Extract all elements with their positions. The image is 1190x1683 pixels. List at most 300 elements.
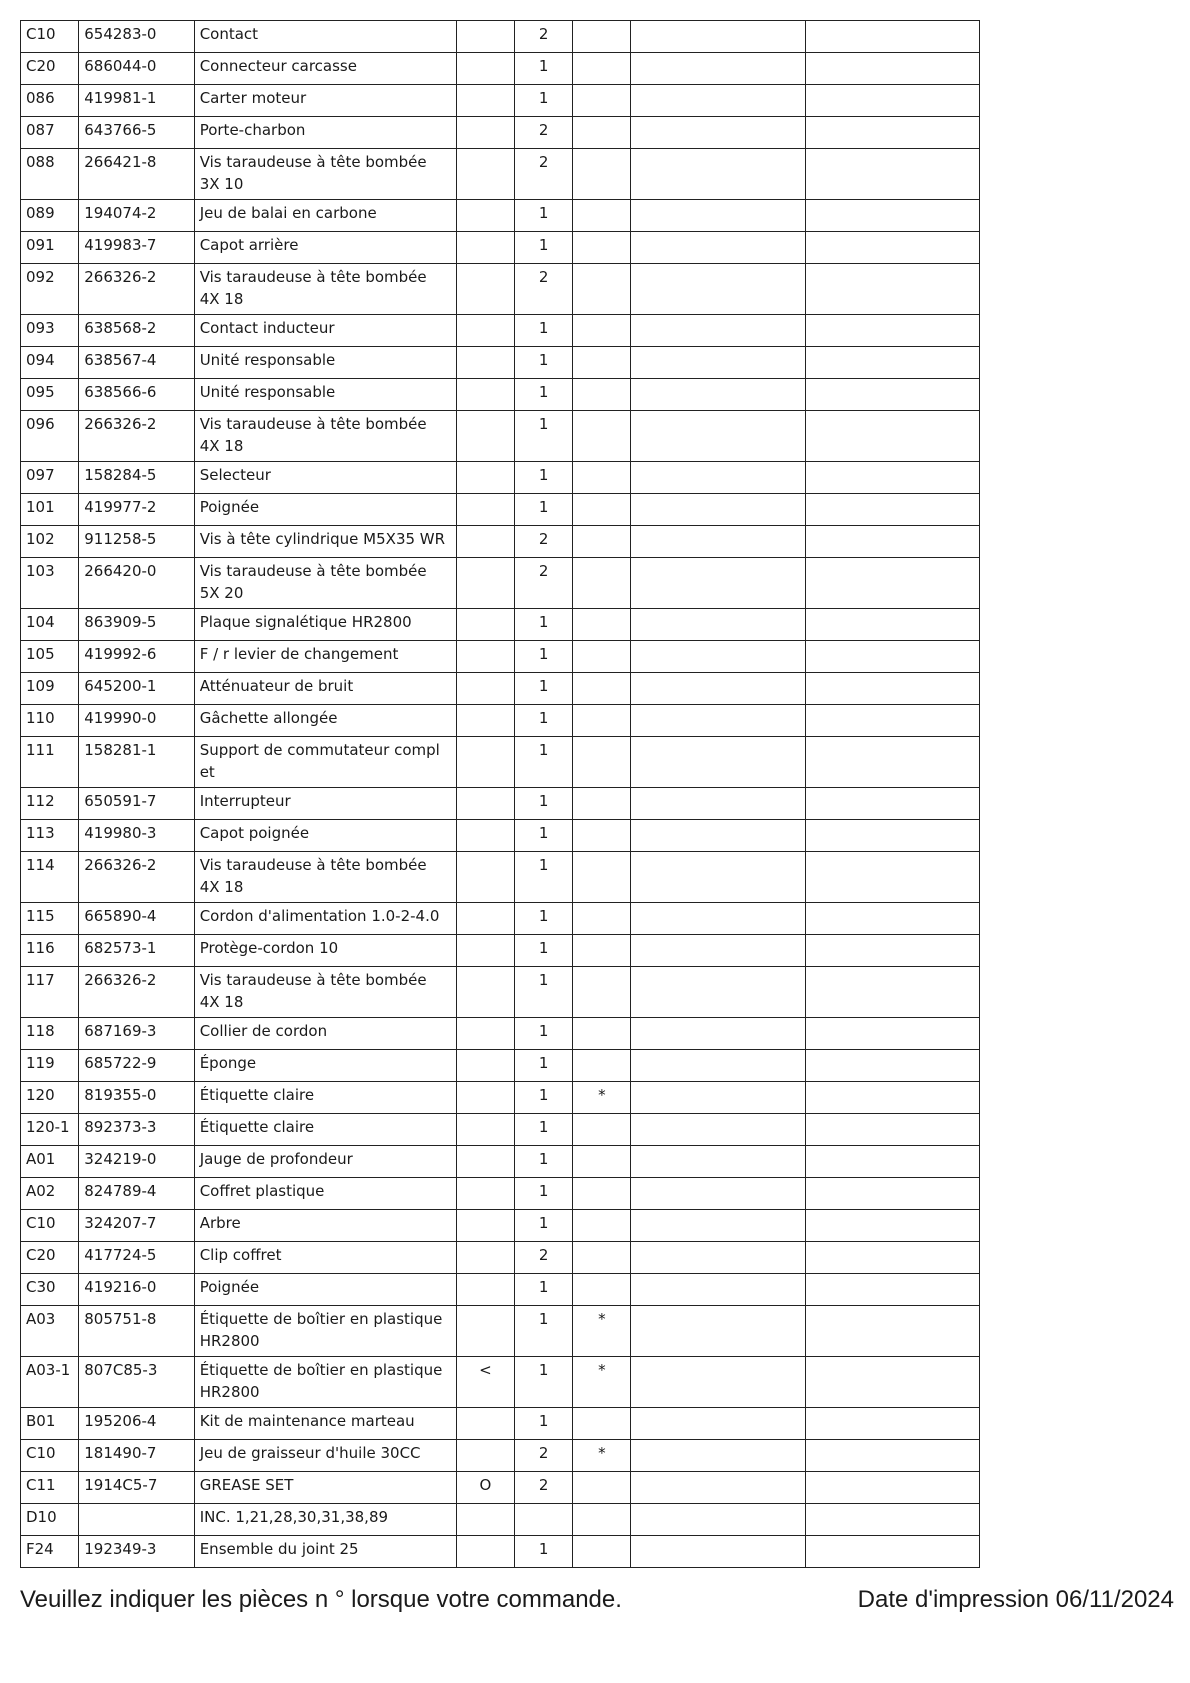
quantity-cell: 1 — [515, 788, 573, 820]
quantity-cell: 1 — [515, 232, 573, 264]
blank-cell — [806, 232, 980, 264]
blank-cell — [631, 494, 806, 526]
blank-cell — [631, 1018, 806, 1050]
blank-cell — [631, 85, 806, 117]
blank-cell — [631, 1306, 806, 1357]
table-row — [21, 264, 980, 315]
mark-cell — [573, 852, 631, 903]
blank-cell — [631, 935, 806, 967]
note-cell — [456, 347, 514, 379]
note-cell — [456, 379, 514, 411]
ref-cell: 091 — [21, 232, 79, 264]
note-cell: O — [456, 1472, 514, 1504]
note-cell — [456, 673, 514, 705]
ref-cell: 104 — [21, 609, 79, 641]
mark-cell: * — [573, 1357, 631, 1408]
note-cell — [456, 1408, 514, 1440]
part-number-cell: 158284-5 — [79, 462, 194, 494]
ref-cell: C11 — [21, 1472, 79, 1504]
blank-cell — [631, 379, 806, 411]
description-cell: Arbre — [194, 1210, 456, 1242]
blank-cell — [806, 705, 980, 737]
mark-cell — [573, 609, 631, 641]
note-cell — [456, 1504, 514, 1536]
blank-cell — [631, 1242, 806, 1274]
blank-cell — [631, 820, 806, 852]
note-cell — [456, 1114, 514, 1146]
table-row — [21, 788, 980, 820]
blank-cell — [631, 852, 806, 903]
mark-cell — [573, 347, 631, 379]
blank-cell — [631, 1082, 806, 1114]
description-cell: Ensemble du joint 25 — [194, 1536, 456, 1568]
blank-cell — [806, 264, 980, 315]
quantity-cell: 1 — [515, 967, 573, 1018]
blank-cell — [631, 673, 806, 705]
note-cell — [456, 1306, 514, 1357]
note-cell — [456, 1242, 514, 1274]
table-row — [21, 1210, 980, 1242]
part-number-cell: 266326-2 — [79, 967, 194, 1018]
part-number-cell: 324219-0 — [79, 1146, 194, 1178]
parts-table-body — [21, 21, 980, 1568]
ref-cell: 088 — [21, 149, 79, 200]
blank-cell — [631, 347, 806, 379]
ref-cell: 118 — [21, 1018, 79, 1050]
ref-cell: F24 — [21, 1536, 79, 1568]
blank-cell — [631, 526, 806, 558]
mark-cell — [573, 1018, 631, 1050]
ref-cell: 120 — [21, 1082, 79, 1114]
quantity-cell: 1 — [515, 379, 573, 411]
note-cell — [456, 1018, 514, 1050]
part-number-cell: 324207-7 — [79, 1210, 194, 1242]
note-cell — [456, 852, 514, 903]
quantity-cell: 1 — [515, 705, 573, 737]
ref-cell: 105 — [21, 641, 79, 673]
part-number-cell: 665890-4 — [79, 903, 194, 935]
description-cell: Poignée — [194, 1274, 456, 1306]
note-cell — [456, 85, 514, 117]
blank-cell — [631, 462, 806, 494]
ref-cell: C20 — [21, 53, 79, 85]
table-row — [21, 1504, 980, 1536]
ref-cell: 115 — [21, 903, 79, 935]
order-note: Veuillez indiquer les pièces n ° lorsque votre commande. — [20, 1586, 622, 1613]
quantity-cell: 1 — [515, 1082, 573, 1114]
mark-cell — [573, 1210, 631, 1242]
blank-cell — [631, 1408, 806, 1440]
part-number-cell: 158281-1 — [79, 737, 194, 788]
mark-cell — [573, 526, 631, 558]
ref-cell: 097 — [21, 462, 79, 494]
ref-cell: 095 — [21, 379, 79, 411]
note-cell — [456, 737, 514, 788]
part-number-cell: 419216-0 — [79, 1274, 194, 1306]
quantity-cell: 1 — [515, 494, 573, 526]
table-row — [21, 200, 980, 232]
mark-cell — [573, 1408, 631, 1440]
description-cell: Éponge — [194, 1050, 456, 1082]
note-cell — [456, 200, 514, 232]
blank-cell — [631, 1210, 806, 1242]
description-cell: Vis taraudeuse à tête bombée 4X 18 — [194, 967, 456, 1018]
note-cell — [456, 1274, 514, 1306]
ref-cell: 093 — [21, 315, 79, 347]
table-row — [21, 609, 980, 641]
quantity-cell: 1 — [515, 1178, 573, 1210]
part-number-cell: 650591-7 — [79, 788, 194, 820]
blank-cell — [806, 1210, 980, 1242]
table-row — [21, 1178, 980, 1210]
mark-cell: * — [573, 1440, 631, 1472]
quantity-cell: 1 — [515, 1146, 573, 1178]
ref-cell: C10 — [21, 1440, 79, 1472]
part-number-cell: 807C85-3 — [79, 1357, 194, 1408]
part-number-cell: 419980-3 — [79, 820, 194, 852]
part-number-cell: 181490-7 — [79, 1440, 194, 1472]
table-row — [21, 935, 980, 967]
description-cell: Capot arrière — [194, 232, 456, 264]
ref-cell: C30 — [21, 1274, 79, 1306]
part-number-cell: 685722-9 — [79, 1050, 194, 1082]
blank-cell — [631, 558, 806, 609]
note-cell — [456, 494, 514, 526]
note-cell — [456, 21, 514, 53]
blank-cell — [806, 200, 980, 232]
table-row — [21, 737, 980, 788]
description-cell: Étiquette claire — [194, 1082, 456, 1114]
description-cell: INC. 1,21,28,30,31,38,89 — [194, 1504, 456, 1536]
mark-cell — [573, 149, 631, 200]
blank-cell — [806, 641, 980, 673]
blank-cell — [806, 558, 980, 609]
mark-cell — [573, 1472, 631, 1504]
mark-cell — [573, 1274, 631, 1306]
mark-cell — [573, 705, 631, 737]
part-number-cell: 1914C5-7 — [79, 1472, 194, 1504]
quantity-cell: 1 — [515, 1018, 573, 1050]
blank-cell — [631, 1274, 806, 1306]
part-number-cell: 863909-5 — [79, 609, 194, 641]
quantity-cell: 2 — [515, 558, 573, 609]
note-cell — [456, 1050, 514, 1082]
description-cell: Selecteur — [194, 462, 456, 494]
blank-cell — [806, 737, 980, 788]
part-number-cell: 419977-2 — [79, 494, 194, 526]
ref-cell: 111 — [21, 737, 79, 788]
part-number-cell — [79, 1504, 194, 1536]
part-number-cell: 805751-8 — [79, 1306, 194, 1357]
mark-cell — [573, 21, 631, 53]
blank-cell — [806, 315, 980, 347]
table-row — [21, 526, 980, 558]
table-row — [21, 1357, 980, 1408]
note-cell — [456, 609, 514, 641]
mark-cell — [573, 379, 631, 411]
mark-cell — [573, 1178, 631, 1210]
description-cell: Vis taraudeuse à tête bombée 4X 18 — [194, 411, 456, 462]
quantity-cell: 2 — [515, 117, 573, 149]
table-row — [21, 53, 980, 85]
ref-cell: 102 — [21, 526, 79, 558]
blank-cell — [806, 53, 980, 85]
blank-cell — [806, 494, 980, 526]
description-cell: Carter moteur — [194, 85, 456, 117]
blank-cell — [806, 21, 980, 53]
blank-cell — [806, 1408, 980, 1440]
description-cell: Plaque signalétique HR2800 — [194, 609, 456, 641]
description-cell: Support de commutateur compl et — [194, 737, 456, 788]
table-row — [21, 1306, 980, 1357]
mark-cell: * — [573, 1306, 631, 1357]
blank-cell — [806, 967, 980, 1018]
ref-cell: C10 — [21, 1210, 79, 1242]
table-row — [21, 1536, 980, 1568]
ref-cell: 119 — [21, 1050, 79, 1082]
quantity-cell: 2 — [515, 149, 573, 200]
note-cell — [456, 903, 514, 935]
mark-cell — [573, 903, 631, 935]
table-row — [21, 967, 980, 1018]
mark-cell — [573, 411, 631, 462]
table-row — [21, 411, 980, 462]
quantity-cell: 1 — [515, 737, 573, 788]
mark-cell — [573, 264, 631, 315]
table-row — [21, 117, 980, 149]
note-cell — [456, 462, 514, 494]
quantity-cell: 1 — [515, 462, 573, 494]
note-cell — [456, 53, 514, 85]
description-cell: Jeu de graisseur d'huile 30CC — [194, 1440, 456, 1472]
part-number-cell: 643766-5 — [79, 117, 194, 149]
blank-cell — [631, 315, 806, 347]
part-number-cell: 819355-0 — [79, 1082, 194, 1114]
quantity-cell: 1 — [515, 1306, 573, 1357]
part-number-cell: 417724-5 — [79, 1242, 194, 1274]
blank-cell — [806, 1472, 980, 1504]
blank-cell — [631, 232, 806, 264]
blank-cell — [631, 264, 806, 315]
note-cell — [456, 411, 514, 462]
quantity-cell: 2 — [515, 21, 573, 53]
description-cell: Vis à tête cylindrique M5X35 WR — [194, 526, 456, 558]
table-row — [21, 494, 980, 526]
blank-cell — [631, 609, 806, 641]
mark-cell — [573, 641, 631, 673]
description-cell: Interrupteur — [194, 788, 456, 820]
description-cell: Capot poignée — [194, 820, 456, 852]
part-number-cell: 419992-6 — [79, 641, 194, 673]
ref-cell: A02 — [21, 1178, 79, 1210]
blank-cell — [806, 1050, 980, 1082]
blank-cell — [806, 1504, 980, 1536]
quantity-cell: 1 — [515, 1050, 573, 1082]
quantity-cell: 1 — [515, 673, 573, 705]
note-cell — [456, 788, 514, 820]
table-row — [21, 462, 980, 494]
note-cell — [456, 315, 514, 347]
ref-cell: 120-1 — [21, 1114, 79, 1146]
note-cell — [456, 117, 514, 149]
table-row — [21, 232, 980, 264]
table-row — [21, 379, 980, 411]
ref-cell: 087 — [21, 117, 79, 149]
ref-cell: C10 — [21, 21, 79, 53]
table-row — [21, 641, 980, 673]
description-cell: Clip coffret — [194, 1242, 456, 1274]
mark-cell — [573, 494, 631, 526]
blank-cell — [806, 117, 980, 149]
mark-cell — [573, 788, 631, 820]
mark-cell — [573, 1536, 631, 1568]
description-cell: Étiquette de boîtier en plastique HR2800 — [194, 1306, 456, 1357]
blank-cell — [631, 53, 806, 85]
table-row — [21, 1018, 980, 1050]
blank-cell — [806, 609, 980, 641]
blank-cell — [631, 1050, 806, 1082]
description-cell: F / r levier de changement — [194, 641, 456, 673]
blank-cell — [806, 1357, 980, 1408]
note-cell — [456, 935, 514, 967]
blank-cell — [631, 21, 806, 53]
quantity-cell: 1 — [515, 85, 573, 117]
description-cell: GREASE SET — [194, 1472, 456, 1504]
blank-cell — [806, 1114, 980, 1146]
table-row — [21, 820, 980, 852]
note-cell — [456, 1210, 514, 1242]
blank-cell — [631, 1146, 806, 1178]
note-cell — [456, 641, 514, 673]
part-number-cell: 638567-4 — [79, 347, 194, 379]
table-row — [21, 852, 980, 903]
description-cell: Étiquette de boîtier en plastique HR2800 — [194, 1357, 456, 1408]
quantity-cell — [515, 1504, 573, 1536]
blank-cell — [806, 788, 980, 820]
part-number-cell: 419990-0 — [79, 705, 194, 737]
description-cell: Contact — [194, 21, 456, 53]
note-cell — [456, 526, 514, 558]
ref-cell: A03-1 — [21, 1357, 79, 1408]
note-cell — [456, 149, 514, 200]
mark-cell — [573, 462, 631, 494]
blank-cell — [806, 1082, 980, 1114]
blank-cell — [806, 379, 980, 411]
blank-cell — [806, 411, 980, 462]
ref-cell: 089 — [21, 200, 79, 232]
description-cell: Connecteur carcasse — [194, 53, 456, 85]
mark-cell — [573, 232, 631, 264]
note-cell — [456, 264, 514, 315]
description-cell: Vis taraudeuse à tête bombée 3X 10 — [194, 149, 456, 200]
table-row — [21, 1274, 980, 1306]
blank-cell — [631, 1114, 806, 1146]
description-cell: Atténuateur de bruit — [194, 673, 456, 705]
table-row — [21, 1242, 980, 1274]
part-number-cell: 645200-1 — [79, 673, 194, 705]
description-cell: Étiquette claire — [194, 1114, 456, 1146]
description-cell: Vis taraudeuse à tête bombée 4X 18 — [194, 852, 456, 903]
description-cell: Vis taraudeuse à tête bombée 4X 18 — [194, 264, 456, 315]
mark-cell — [573, 558, 631, 609]
blank-cell — [806, 903, 980, 935]
quantity-cell: 1 — [515, 200, 573, 232]
ref-cell: 113 — [21, 820, 79, 852]
mark-cell — [573, 315, 631, 347]
part-number-cell: 638566-6 — [79, 379, 194, 411]
quantity-cell: 2 — [515, 1472, 573, 1504]
note-cell — [456, 1440, 514, 1472]
blank-cell — [631, 737, 806, 788]
ref-cell: 096 — [21, 411, 79, 462]
quantity-cell: 1 — [515, 609, 573, 641]
note-cell — [456, 1082, 514, 1114]
description-cell: Jeu de balai en carbone — [194, 200, 456, 232]
part-number-cell: 638568-2 — [79, 315, 194, 347]
description-cell: Unité responsable — [194, 379, 456, 411]
part-number-cell: 687169-3 — [79, 1018, 194, 1050]
ref-cell: 086 — [21, 85, 79, 117]
quantity-cell: 2 — [515, 1440, 573, 1472]
blank-cell — [631, 117, 806, 149]
blank-cell — [631, 149, 806, 200]
table-row — [21, 705, 980, 737]
blank-cell — [806, 1178, 980, 1210]
blank-cell — [806, 1242, 980, 1274]
description-cell: Coffret plastique — [194, 1178, 456, 1210]
table-row — [21, 1114, 980, 1146]
ref-cell: 109 — [21, 673, 79, 705]
quantity-cell: 1 — [515, 820, 573, 852]
ref-cell: C20 — [21, 1242, 79, 1274]
ref-cell: 114 — [21, 852, 79, 903]
description-cell: Porte-charbon — [194, 117, 456, 149]
part-number-cell: 682573-1 — [79, 935, 194, 967]
quantity-cell: 1 — [515, 1210, 573, 1242]
quantity-cell: 1 — [515, 1536, 573, 1568]
part-number-cell: 266326-2 — [79, 852, 194, 903]
table-row — [21, 558, 980, 609]
blank-cell — [631, 1178, 806, 1210]
blank-cell — [806, 1274, 980, 1306]
description-cell: Unité responsable — [194, 347, 456, 379]
ref-cell: 092 — [21, 264, 79, 315]
blank-cell — [631, 1472, 806, 1504]
mark-cell — [573, 1050, 631, 1082]
table-row — [21, 1472, 980, 1504]
mark-cell: * — [573, 1082, 631, 1114]
blank-cell — [631, 641, 806, 673]
quantity-cell: 1 — [515, 903, 573, 935]
table-row — [21, 1050, 980, 1082]
mark-cell — [573, 737, 631, 788]
mark-cell — [573, 820, 631, 852]
blank-cell — [806, 347, 980, 379]
description-cell: Gâchette allongée — [194, 705, 456, 737]
quantity-cell: 1 — [515, 53, 573, 85]
table-row — [21, 1408, 980, 1440]
mark-cell — [573, 85, 631, 117]
table-row — [21, 85, 980, 117]
description-cell: Protège-cordon 10 — [194, 935, 456, 967]
mark-cell — [573, 935, 631, 967]
print-date: Date d'impression 06/11/2024 — [857, 1586, 1174, 1613]
mark-cell — [573, 117, 631, 149]
blank-cell — [806, 1440, 980, 1472]
part-number-cell: 266420-0 — [79, 558, 194, 609]
blank-cell — [806, 852, 980, 903]
blank-cell — [806, 85, 980, 117]
